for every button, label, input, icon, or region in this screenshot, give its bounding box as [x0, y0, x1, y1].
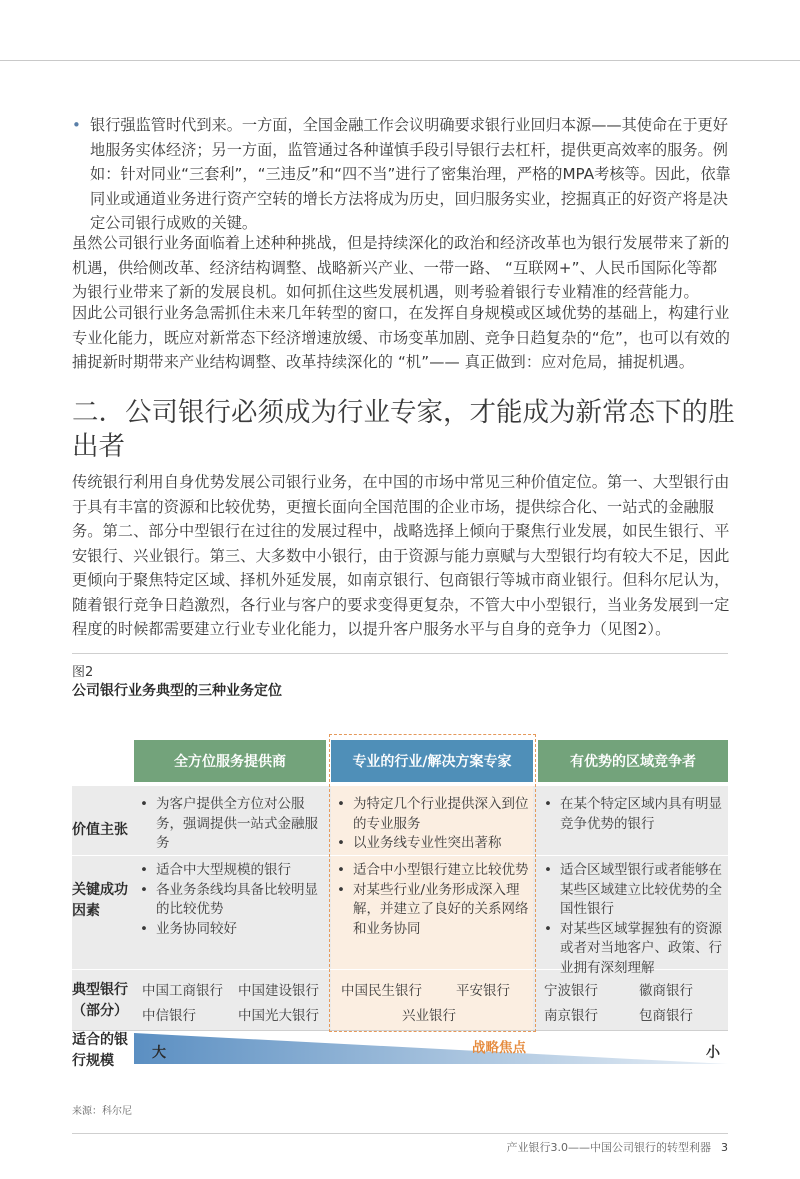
bank-name: 徽商银行	[639, 983, 693, 999]
list-item: • 业务协同较好	[134, 920, 324, 940]
cell-factors-industry-expert	[331, 861, 531, 939]
list-item: • 对某些行业/业务形成深入理解，并建立了良好的关系网络和业务协同	[331, 881, 531, 940]
strategic-focus-label: 战略焦点	[472, 1040, 526, 1056]
cell-value-full-service	[134, 795, 324, 854]
cell-value-regional	[538, 795, 726, 834]
bank-name: 中国民生银行	[341, 983, 422, 999]
bank-name: 中信银行	[142, 1008, 196, 1024]
paragraph-transition-window: 因此公司银行业务急需抓住未来几年转型的窗口，在发挥自身规模或区域优势的基础上，构建行业专业化能力，既应对新常态下经济增速放缓、市场变革加剧、竞争日趋复杂的“危”，也可以有效的捕捉新时期带来产业结构调整、改革持续深化的 “机”—— 真正做到：应对危局，捕捉机遇。	[72, 304, 731, 371]
list-item: • 适合中小型银行建立比较优势	[331, 861, 531, 881]
paragraph-value-positioning: 传统银行利用自身优势发展公司银行业务，在中国的市场中常见三种价值定位。第一、大型银行由于具有丰富的资源和比较优势，更擅长面向全国范围的企业市场，提供综合化、一站式的金融服务。第二、部分中型银行在过往的发展过程中，战略选择上倾向于聚焦行业发展，如民生银行、平安银行、兴业银行。第三、大多数中小银行，由于资源与能力禀赋与大型银行均有较大不足，因此更倾向于聚焦特定区域、择机外延发展，如南京银行、包商银行等城市商业银行。但科尔尼认为，随着银行竞争日趋激烈，各行业与客户的要求变得更复杂，不管大中小型银行，当业务发展到一定程度的时候都需要建立行业专业化能力，以提升客户服务水平与自身的竞争力（见图2）。	[72, 473, 730, 638]
footer-title: 产业银行3.0——中国公司银行的转型利器	[506, 1141, 711, 1154]
bottom-rule	[72, 1133, 728, 1134]
scale-small-label: 小	[706, 1045, 720, 1061]
column-header-industry-expert: 专业的行业/解决方案专家	[331, 740, 533, 782]
bank-name: 包商银行	[639, 1008, 693, 1024]
row-label-value: 价值主张	[72, 822, 128, 838]
row-separator	[72, 855, 728, 856]
bank-name: 宁波银行	[544, 983, 598, 999]
bullet-text: 银行强监管时代到来。一方面，全国金融工作会议明确要求银行业回归本源——其使命在于更好地服务实体经济；另一方面，监管通过各种谨慎手段引导银行去杠杆，提供更高效率的服务。例如：针对同业“三套利”，“三违反”和“四不当”进行了密集治理，严格的MPA考核等。因此，依靠同业或通道业务进行资产空转的增长方法将成为历史，回归服务实业，挖掘真正的好资产将是决定公司银行成败的关键。	[90, 116, 731, 232]
list-item: • 为客户提供全方位对公服务，强调提供一站式金融服务	[134, 795, 324, 854]
paragraph-opportunities: 虽然公司银行业务面临着上述种种挑战，但是持续深化的政治和经济改革也为银行发展带来了新的机遇，供给侧改革、经济结构调整、战略新兴产业、一带一路、 “互联网+”、人民币国际化等都为银行业带来了新的发展良机。如何抓住这些发展机遇，则考验着银行专业精准的经营能力。	[72, 234, 730, 301]
scale-large-label: 大	[152, 1045, 166, 1061]
list-item: • 为特定几个行业提供深入到位的专业服务	[331, 795, 531, 834]
source-note: 来源：科尔尼	[72, 1106, 132, 1117]
column-header-regional: 有优势的区域竞争者	[538, 740, 728, 782]
cell-factors-regional	[538, 861, 726, 978]
row-label-factors: 关键成功因素	[72, 882, 128, 919]
row-label-scale: 适合的银行规模	[72, 1032, 128, 1069]
list-item: • 在某个特定区域内具有明显竞争优势的银行	[538, 795, 726, 834]
top-rule	[0, 60, 800, 61]
figure-label: 图2	[72, 665, 94, 680]
bank-name: 中国工商银行	[142, 983, 223, 999]
figure-title: 公司银行业务典型的三种业务定位	[72, 683, 282, 699]
row-label-banks: 典型银行（部分）	[72, 982, 128, 1019]
scale-wedge	[134, 1031, 728, 1068]
list-item: • 对某些区域掌握独有的资源或者对当地客户、政策、行业拥有深刻理解	[538, 920, 726, 979]
cell-value-industry-expert	[331, 795, 531, 854]
footer	[484, 1139, 728, 1155]
list-item: • 适合中大型规模的银行	[134, 861, 324, 881]
bank-name: 中国光大银行	[238, 1008, 319, 1024]
list-item: • 以业务线专业性突出著称	[331, 834, 531, 854]
list-item: • 适合区域型银行或者能够在某些区域建立比较优势的全国性银行	[538, 861, 726, 920]
list-item: • 各业务条线均具备比较明显的比较优势	[134, 881, 324, 920]
positioning-diagram	[72, 740, 728, 1070]
column-header-full-service: 全方位服务提供商	[134, 740, 326, 782]
bank-name: 兴业银行	[402, 1008, 456, 1024]
bank-name: 南京银行	[544, 1008, 598, 1024]
bank-name: 平安银行	[456, 983, 510, 999]
page-number: 3	[721, 1141, 728, 1154]
cell-factors-full-service	[134, 861, 324, 939]
bullet-dot-icon: •	[72, 116, 81, 134]
scale-wedge-shape	[134, 1033, 728, 1064]
figure-top-rule	[72, 653, 728, 654]
section-title: 二．公司银行必须成为行业专家，才能成为新常态下的胜出者	[72, 397, 735, 462]
bank-name: 中国建设银行	[238, 983, 319, 999]
